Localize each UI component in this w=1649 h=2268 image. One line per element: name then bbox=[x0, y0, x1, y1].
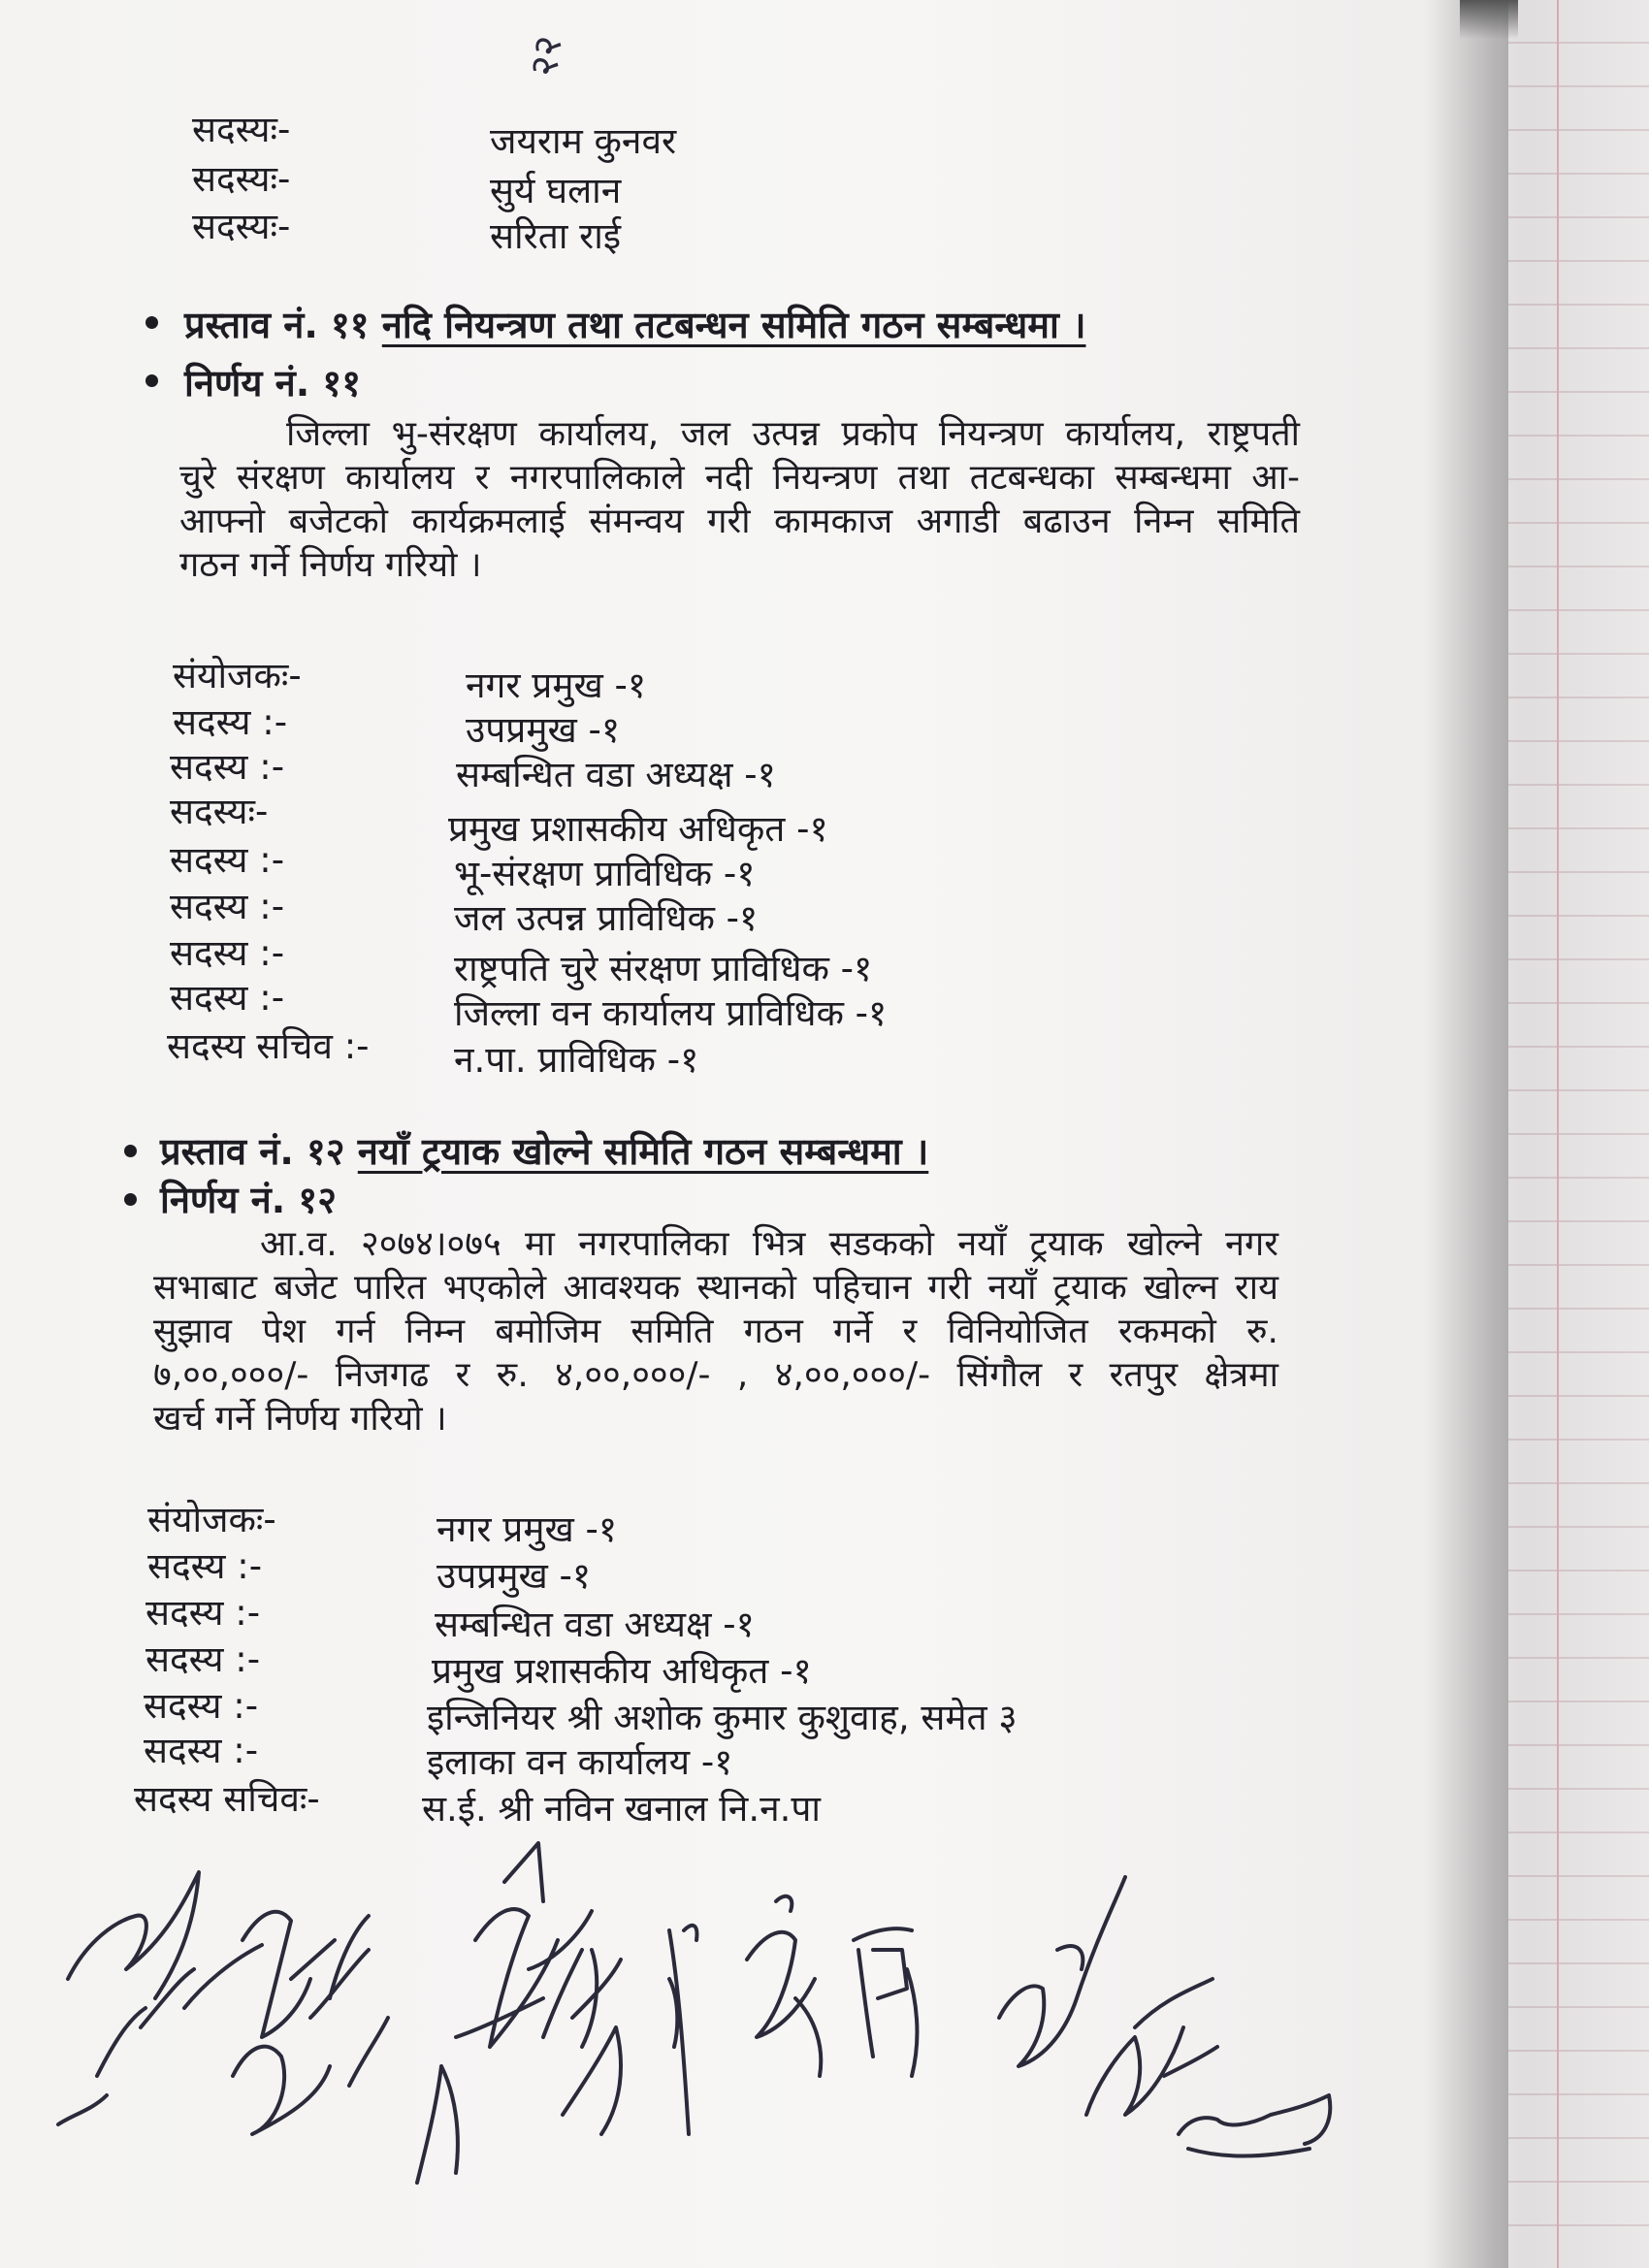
committee-member: न.पा. प्राविधिक -१ bbox=[454, 1039, 699, 1081]
committee-member: भू-संरक्षण प्राविधिक -१ bbox=[454, 853, 756, 894]
committee-member: इन्जिनियर श्री अशोक कुमार कुशुवाह, समेत ३ bbox=[427, 1697, 1018, 1738]
committee-member: सम्बन्धित वडा अध्यक्ष -१ bbox=[435, 1604, 755, 1645]
committee-role: सदस्य :- bbox=[170, 932, 285, 974]
committee-role: संयोजकः- bbox=[173, 655, 302, 697]
proposal-11-label: प्रस्ताव नं. ११ bbox=[184, 304, 370, 346]
member-name: सुर्य घलान bbox=[490, 170, 622, 211]
committee-role: सदस्य :- bbox=[146, 1638, 261, 1680]
proposal-12-title: नयाँ ट्रयाक खोल्ने समिति गठन सम्बन्धमा । bbox=[357, 1130, 929, 1173]
committee-role: सदस्य :- bbox=[170, 977, 285, 1019]
committee-member: जल उत्पन्न प्राविधिक -१ bbox=[454, 897, 759, 939]
committee-role: सदस्य :- bbox=[173, 701, 288, 743]
paragraph-line: गठन गर्ने निर्णय गरियो । bbox=[179, 545, 482, 585]
bullet-icon bbox=[124, 1145, 137, 1157]
decision-12-label: निर्णय नं. १२ bbox=[160, 1179, 337, 1221]
committee-role: सदस्य :- bbox=[170, 839, 285, 881]
paragraph-line: आ.व. २०७४।०७५ मा नगरपालिका भित्र सडकको नयाँ ट्रयाक खोल्ने नगर bbox=[260, 1224, 1278, 1264]
proposal-11-title: नदि नियन्त्रण तथा तटबन्धन समिति गठन सम्बन्धमा । bbox=[381, 304, 1086, 346]
committee-role: सदस्य :- bbox=[144, 1685, 259, 1727]
bullet-icon bbox=[146, 316, 158, 329]
committee-role: सदस्य :- bbox=[144, 1730, 259, 1771]
committee-member: उपप्रमुख -१ bbox=[466, 709, 621, 751]
member-role: सदस्यः- bbox=[192, 158, 291, 200]
paragraph-line: सुझाव पेश गर्न निम्न बमोजिम समिति गठन गर्ने र विनियोजित रकमको रु. bbox=[153, 1312, 1278, 1351]
committee-member: प्रमुख प्रशासकीय अधिकृत -१ bbox=[432, 1650, 812, 1692]
decision-11-label: निर्णय नं. ११ bbox=[184, 362, 361, 405]
decision-11-body bbox=[179, 412, 1300, 587]
committee-member: प्रमुख प्रशासकीय अधिकृत -१ bbox=[448, 808, 828, 850]
committee-member: इलाका वन कार्यालय -१ bbox=[427, 1741, 733, 1783]
member-role: सदस्यः- bbox=[192, 109, 291, 150]
bullet-icon bbox=[146, 374, 158, 387]
paragraph-line: चुरे संरक्षण कार्यालय र नगरपालिकाले नदी नियन्त्रण तथा तटबन्धका सम्बन्धमा आ- bbox=[179, 458, 1300, 498]
member-name: सरिता राई bbox=[490, 215, 622, 257]
committee-member: उपप्रमुख -१ bbox=[436, 1555, 592, 1597]
committee-member: स.ई. श्री नविन खनाल नि.न.पा bbox=[422, 1788, 821, 1830]
decision-12-body bbox=[153, 1222, 1278, 1441]
committee-member: जिल्ला वन कार्यालय प्राविधिक -१ bbox=[454, 992, 888, 1034]
proposal-11-heading bbox=[184, 299, 1085, 349]
committee-role: सदस्य :- bbox=[146, 1592, 261, 1634]
corner-shadow bbox=[1460, 0, 1518, 39]
paragraph-line: खर्च गर्ने निर्णय गरियो । bbox=[153, 1399, 447, 1439]
committee-role: सदस्य :- bbox=[170, 886, 285, 927]
committee-role: संयोजकः- bbox=[147, 1499, 276, 1540]
ledger-margin-line bbox=[1557, 0, 1559, 2268]
committee-role: सदस्य सचिव :- bbox=[167, 1025, 370, 1067]
paragraph-line: ७,००,०००/- निजगढ र रु. ४,००,०००/- , ४,००,०००/- सिंगौल र रतपुर क्षेत्रमा bbox=[153, 1355, 1278, 1395]
handwritten-margin-note: २२ bbox=[521, 33, 571, 80]
committee-member: राष्ट्रपति चुरे संरक्षण प्राविधिक -१ bbox=[454, 948, 873, 989]
paragraph-line: जिल्ला भु-संरक्षण कार्यालय, जल उत्पन्न प्रकोप नियन्त्रण कार्यालय, राष्ट्रपती bbox=[286, 414, 1300, 454]
bullet-icon bbox=[124, 1193, 137, 1206]
paragraph-line: आफ्नो बजेटको कार्यक्रमलाई संमन्वय गरी कामकाज अगाडी बढाउन निम्न समिति bbox=[179, 502, 1300, 541]
proposal-12-label: प्रस्ताव नं. १२ bbox=[160, 1130, 345, 1173]
committee-member: सम्बन्धित वडा अध्यक्ष -१ bbox=[456, 754, 776, 795]
committee-role: सदस्य :- bbox=[170, 746, 285, 788]
committee-member: नगर प्रमुख -१ bbox=[436, 1508, 618, 1550]
committee-role: सदस्य :- bbox=[147, 1545, 263, 1587]
ledger-page-edge bbox=[1508, 0, 1649, 2268]
paragraph-line: सभाबाट बजेट पारित भएकोले आवश्यक स्थानको पहिचान गरी नयाँ ट्रयाक खोल्न राय bbox=[153, 1268, 1278, 1308]
member-name: जयराम कुनवर bbox=[490, 120, 677, 162]
proposal-12-heading bbox=[160, 1125, 928, 1176]
committee-member: नगर प्रमुख -१ bbox=[466, 664, 647, 706]
member-role: सदस्यः- bbox=[192, 206, 291, 247]
committee-role: सदस्य सचिवः- bbox=[134, 1778, 320, 1820]
committee-role: सदस्यः- bbox=[170, 791, 269, 832]
